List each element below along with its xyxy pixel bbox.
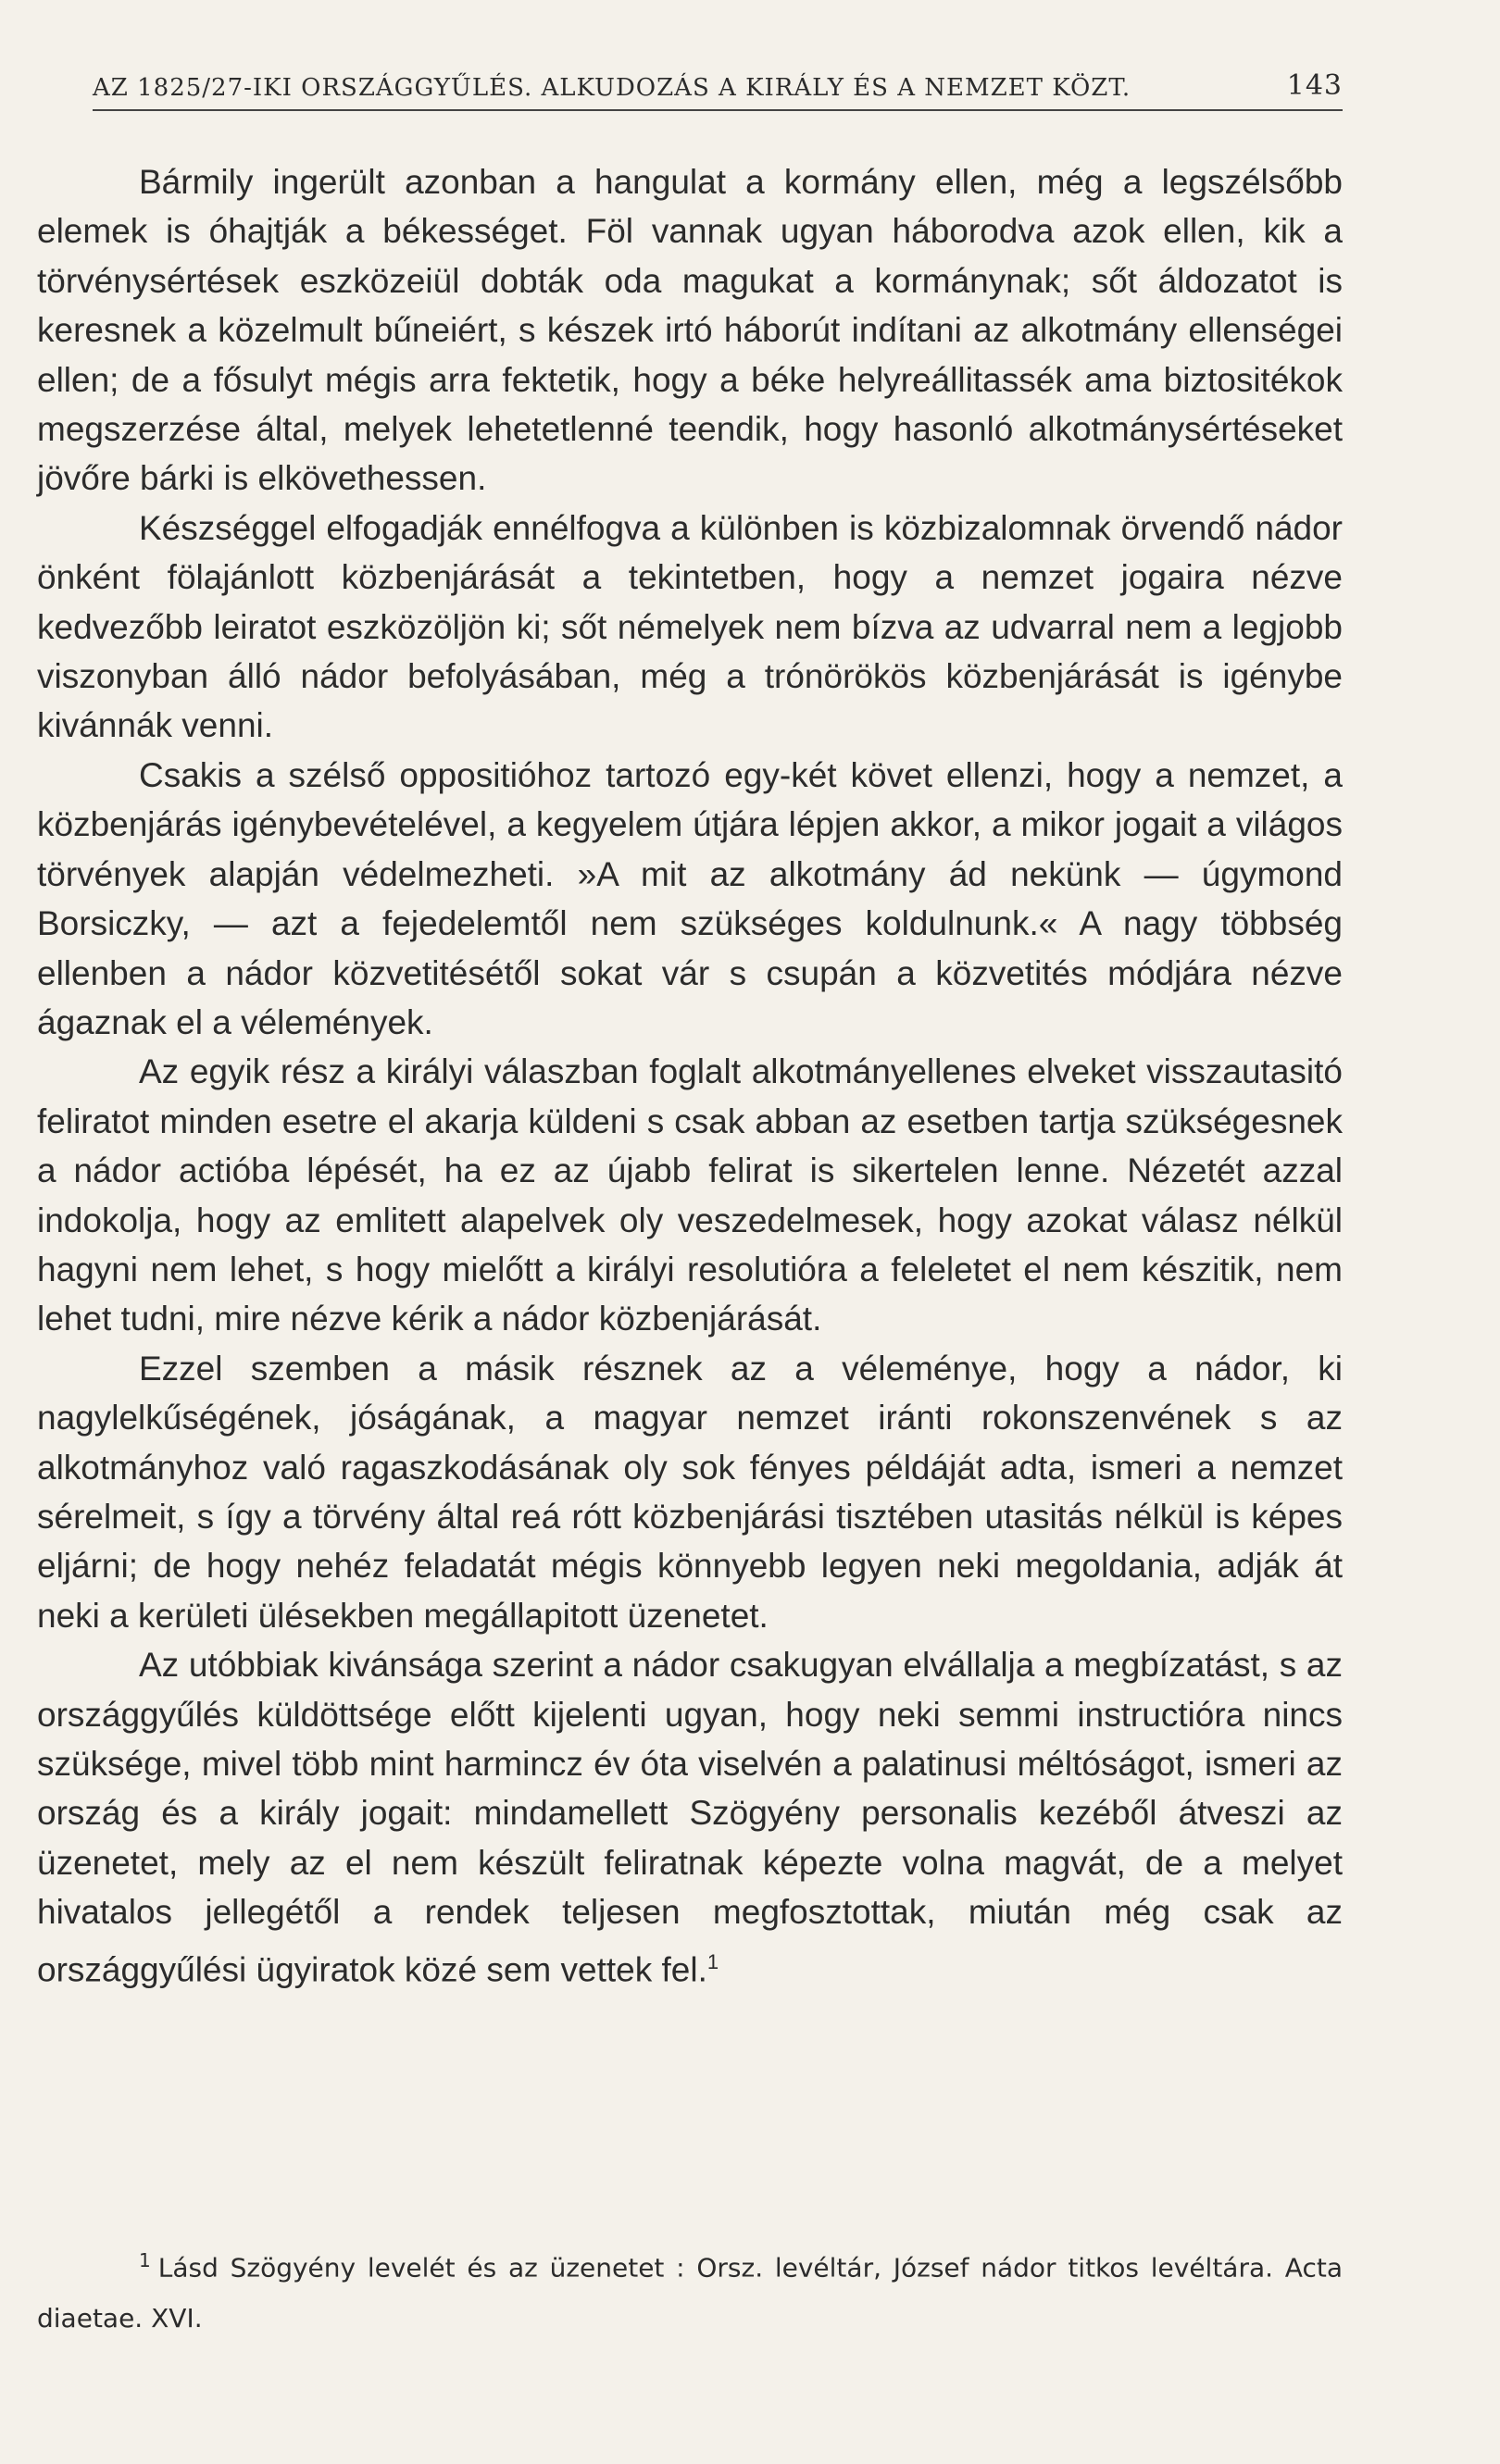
paragraph-2: Készséggel elfogadják ennélfogva a különben is közbizalomnak örvendő nádor önként fölajánlott közbenjárását a tekintetben, hogy a nemzet jogaira nézve kedvezőbb leiratot eszközöljön ki; sőt némelyek nem bízva az udvarral nem a legjobb viszonyban álló nádor befolyásában, még a trónörökös közbenjárását is igénybe kivánnák venni. [37, 508, 1343, 745]
footnote-text: Lásd Szögyény levelét és az üzenetet : Orsz. levéltár, József nádor titkos levéltára. Acta diaetae. XVI. [37, 2252, 1343, 2334]
main-text [37, 157, 1343, 1994]
running-head [93, 65, 1343, 111]
book-page [37, 0, 1343, 2464]
paragraph-1: Bármily ingerült azonban a hangulat a kormány ellen, még a legszélsőbb elemek is óhajtják a békességet. Föl vannak ugyan háborodva azok ellen, kik a törvénysértések eszközeiül dobták oda magukat a kormánynak; sőt áldozatot is keresnek a közelmult bűneiért, s készek irtó háborút indítani az alkotmány ellenségei ellen; de a fősulyt mégis arra fektetik, hogy a béke helyreállitassék ama biztositékok megszerzése által, melyek lehetetlenné teendik, hogy hasonló alkotmánysértéseket jövőre bárki is elkövethessen. [37, 163, 1343, 498]
running-title: AZ 1825/27-IKI ORSZÁGGYŰLÉS. ALKUDOZÁS A KIRÁLY ÉS A NEMZET KÖZT. [93, 74, 1131, 102]
paragraph-3: Csakis a szélső oppositióhoz tartozó egy-két követ ellenzi, hogy a nemzet, a közbenjárás igénybevételével, a kegyelem útjára lépjen akkor, a mikor jogait a világos törvények alapján védelmezheti. »A mit az alkotmány ád nekünk — úgymond Borsiczky, — azt a fejedelemtől nem szükséges koldulnunk.« A nagy többség ellenben a nádor közvetitésétől sokat vár s csupán a közvetités módjára nézve ágaznak el a vélemények. [37, 755, 1343, 1041]
paragraph-4: Az egyik rész a királyi válaszban foglalt alkotmányellenes elveket visszautasitó feliratot minden esetre el akarja küldeni s csak abban az esetben tartja szükségesnek a nádor actióba lépését, ha ez az újabb felirat is sikertelen lenne. Nézetét azzal indokolja, hogy az emlitett alapelvek oly veszedelmesek, hogy azokat válasz nélkül hagyni nem lehet, s hogy mielőtt a királyi resolutióra a feleletet el nem készitik, nem lehet tudni, mire nézve kérik a nádor közbenjárását. [37, 1052, 1343, 1338]
page-number: 143 [1286, 69, 1343, 102]
paragraph-6 [37, 1640, 1343, 1994]
footnote-mark: 1 [139, 2249, 151, 2271]
paragraph-6-text: Az utóbbiak kivánsága szerint a nádor csakugyan elvállalja a megbízatást, s az országgyűlés küldöttsége előtt kijelenti ugyan, hogy neki semmi instructióra nincs szüksége, mivel több mint harmincz év óta viselvén a palatinusi méltóságot, ismeri az ország és a király jogait: mindamellett Szögyény personalis kezéből átveszi az üzenetet, mely az el nem készült feliratnak képezte volna magvát, de a melyet hivatalos jellegétől a rendek teljesen megfosztottak, miután még csak az országgyűlési ügyiratok közé sem vettek fel. [37, 1646, 1343, 1988]
paragraph-5: Ezzel szemben a másik résznek az a véleménye, hogy a nádor, ki nagylelkűségének, jóságának, a magyar nemzet iránti rokonszenvének s az alkotmányhoz való ragaszkodásának oly sok fényes példáját adta, ismeri a nemzet sérelmeit, s így a törvény által reá rótt közbenjárási tisztében utasitás nélkül is képes eljárni; de hogy nehéz feladatát mégis könnyebb legyen neki megoldania, adják át neki a kerületi ülésekben megállapitott üzenetet. [37, 1349, 1343, 1635]
footnote [37, 2235, 1343, 2344]
footnote-reference: 1 [706, 1949, 719, 1973]
